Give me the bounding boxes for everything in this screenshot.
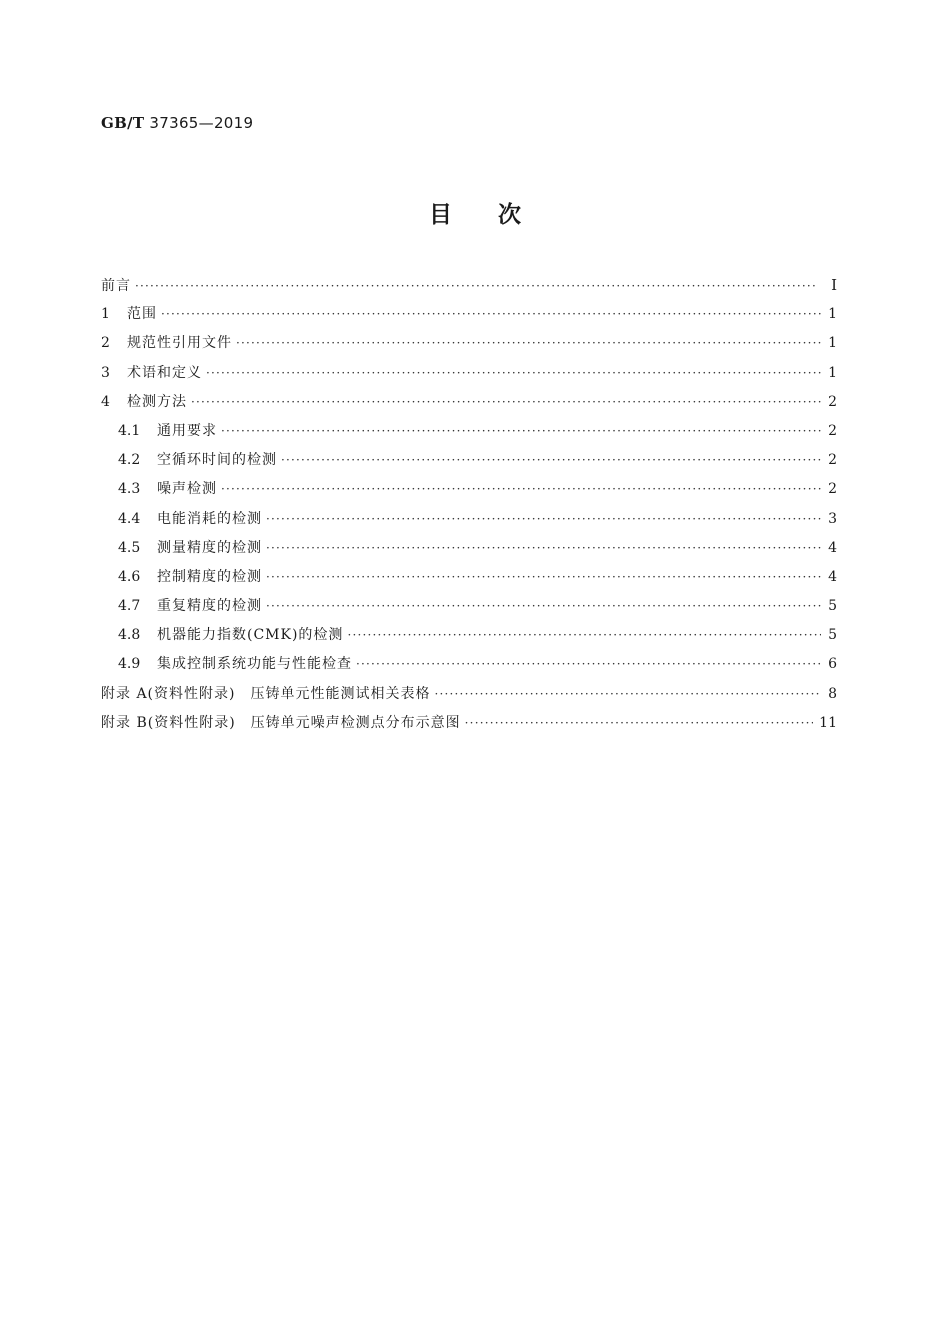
- toc-entry-page: 4: [828, 568, 837, 585]
- toc-entry-number: 3: [101, 364, 110, 381]
- toc-entry-normative-references[interactable]: [101, 329, 837, 358]
- toc-entry-title: 通用要求: [157, 422, 217, 439]
- toc-entry-page: 2: [828, 422, 837, 439]
- toc-entry-annex-b[interactable]: [101, 709, 837, 738]
- toc-entry-control-accuracy[interactable]: [101, 563, 837, 592]
- toc-entry-energy-consumption[interactable]: [101, 505, 837, 534]
- toc-entry-number: 4.4: [118, 510, 141, 527]
- toc-entry-number: 4.2: [118, 452, 141, 469]
- toc-leader-dots: [236, 329, 821, 358]
- toc-entry-test-methods[interactable]: [101, 388, 837, 417]
- toc-entry-general-requirements[interactable]: [101, 417, 837, 446]
- toc-entry-dry-cycle-time[interactable]: [101, 446, 837, 475]
- toc-entry-number: 4.5: [118, 539, 141, 556]
- toc-leader-dots: [221, 475, 821, 504]
- toc-entry-integrated-control-system[interactable]: [101, 650, 837, 679]
- toc-entry-page: 8: [828, 685, 837, 702]
- toc-entry-title: 控制精度的检测: [157, 568, 262, 585]
- toc-entry-number: 1: [101, 306, 110, 323]
- toc-leader-dots: [221, 417, 821, 446]
- toc-leader-dots: [434, 680, 821, 709]
- toc-entry-terms-definitions[interactable]: [101, 359, 837, 388]
- toc-leader-dots: [161, 300, 821, 329]
- toc-entry-annex-a[interactable]: [101, 680, 837, 709]
- toc-entry-repeatability[interactable]: [101, 592, 837, 621]
- standard-number: 37365—2019: [149, 114, 254, 132]
- toc-entry-number: 4: [101, 393, 110, 410]
- standard-code: [101, 114, 253, 132]
- toc-entry-cmk[interactable]: [101, 621, 837, 650]
- toc-leader-dots: [266, 563, 821, 592]
- toc-entry-title: 附录 B(资料性附录) 压铸单元噪声检测点分布示意图: [101, 714, 461, 731]
- toc-entry-title: 前言: [101, 278, 131, 294]
- standard-prefix: GB/T: [101, 114, 145, 132]
- toc-entry-page: 2: [828, 452, 837, 469]
- toc-entry-page: 11: [819, 714, 837, 731]
- toc-entry-title: 范围: [127, 306, 157, 323]
- table-of-contents: [101, 271, 837, 738]
- toc-entry-title: 机器能力指数(CMK)的检测: [157, 627, 344, 644]
- toc-entry-title: 电能消耗的检测: [157, 510, 262, 527]
- toc-title: 目次: [429, 202, 567, 228]
- toc-entry-title: 附录 A(资料性附录) 压铸单元性能测试相关表格: [101, 685, 431, 702]
- toc-entry-number: 4.1: [118, 422, 141, 439]
- toc-entry-page: 4: [828, 539, 837, 556]
- toc-entry-noise-test[interactable]: [101, 475, 837, 504]
- toc-entry-title: 规范性引用文件: [127, 335, 232, 352]
- toc-entry-number: 4.7: [118, 598, 141, 615]
- toc-entry-title: 集成控制系统功能与性能检查: [157, 656, 352, 673]
- toc-leader-dots: [191, 388, 821, 417]
- toc-entry-scope[interactable]: [101, 300, 837, 329]
- toc-entry-number: 4.6: [118, 568, 141, 585]
- toc-entry-page: 1: [828, 364, 837, 381]
- toc-entry-page: 1: [828, 335, 837, 352]
- toc-entry-number: 2: [101, 335, 110, 352]
- toc-entry-page: Ⅰ: [831, 276, 837, 294]
- toc-entry-title: 重复精度的检测: [157, 598, 262, 615]
- toc-leader-dots: [266, 505, 821, 534]
- toc-leader-dots: [135, 272, 817, 301]
- toc-entry-measurement-accuracy[interactable]: [101, 534, 837, 563]
- toc-leader-dots: [266, 534, 821, 563]
- toc-leader-dots: [206, 359, 821, 388]
- toc-leader-dots: [281, 446, 821, 475]
- toc-entry-page: 2: [828, 481, 837, 498]
- toc-entry-page: 3: [828, 510, 837, 527]
- toc-entry-page: 2: [828, 393, 837, 410]
- toc-entry-title: 术语和定义: [127, 364, 202, 381]
- toc-entry-title: 噪声检测: [157, 481, 217, 498]
- toc-leader-dots: [347, 621, 821, 650]
- toc-leader-dots: [266, 592, 821, 621]
- toc-entry-title: 检测方法: [127, 393, 187, 410]
- toc-entry-title: 空循环时间的检测: [157, 452, 277, 469]
- toc-entry-page: 5: [828, 598, 837, 615]
- toc-leader-dots: [356, 650, 821, 679]
- toc-entry-page: 1: [828, 306, 837, 323]
- toc-entry-number: 4.8: [118, 627, 141, 644]
- toc-entry-number: 4.3: [118, 481, 141, 498]
- toc-leader-dots: [465, 709, 814, 738]
- toc-entry-page: 6: [828, 656, 837, 673]
- toc-entry-number: 4.9: [118, 656, 141, 673]
- toc-entry-foreword[interactable]: [101, 271, 837, 300]
- toc-entry-title: 测量精度的检测: [157, 539, 262, 556]
- toc-entry-page: 5: [828, 627, 837, 644]
